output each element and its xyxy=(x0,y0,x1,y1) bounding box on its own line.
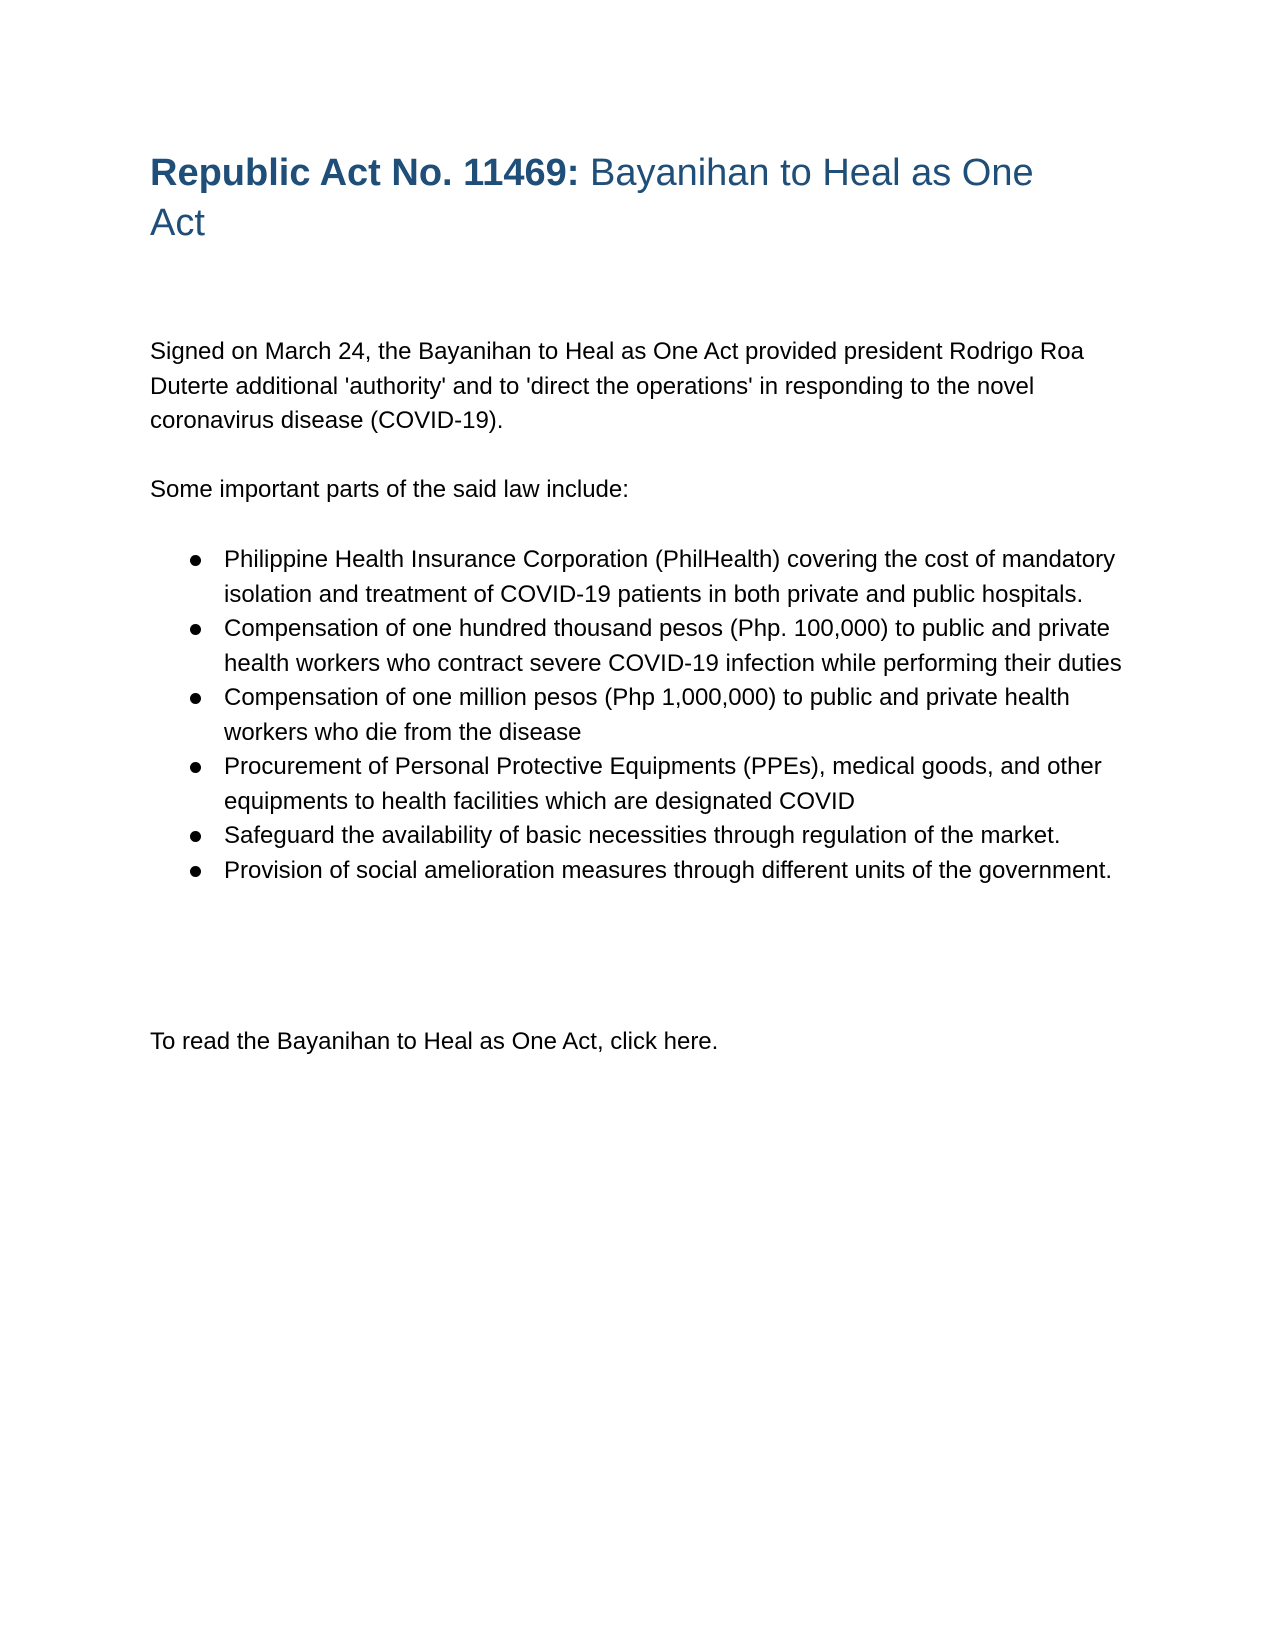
list-item xyxy=(150,750,1150,819)
list-item-text: Philippine Health Insurance Corporation (PhilHealth) covering the cost of mandatory isolation and treatment of COVID-19 patients in both private and public hospitals. xyxy=(224,546,1116,608)
bullet-icon xyxy=(190,831,201,842)
closing-paragraph xyxy=(150,1025,1140,1060)
list-item xyxy=(150,854,1150,889)
bullet-icon xyxy=(190,555,201,566)
title-act-number: Republic Act No. 11469: xyxy=(150,152,580,194)
bullet-icon xyxy=(190,624,201,635)
provisions-list xyxy=(150,543,1150,888)
read-act-link[interactable]: To read the Bayanihan to Heal as One Act, click here. xyxy=(150,1028,719,1055)
list-item xyxy=(150,819,1150,854)
list-item-text: Compensation of one hundred thousand pesos (Php. 100,000) to public and private health workers who contract severe COVID-19 infection while performing their duties xyxy=(224,615,1122,677)
bullet-icon xyxy=(190,866,201,877)
lead-in-paragraph: Some important parts of the said law include: xyxy=(150,476,629,503)
bullet-icon xyxy=(190,693,201,704)
list-item xyxy=(150,612,1150,681)
list-item-text: Compensation of one million pesos (Php 1,000,000) to public and private health workers who die from the disease xyxy=(224,684,1070,746)
title-act-name: Bayanihan to Heal as One Act xyxy=(150,152,1034,244)
page-title xyxy=(150,148,1070,248)
list-item xyxy=(150,681,1150,750)
list-item-text: Procurement of Personal Protective Equipments (PPEs), medical goods, and other equipments to health facilities which are designated COVID xyxy=(224,753,1102,815)
intro-paragraph: Signed on March 24, the Bayanihan to Heal as One Act provided president Rodrigo Roa Duterte additional 'authority' and to 'direct the operations' in responding to the novel coronavirus disease (COVID-19). xyxy=(150,338,1084,434)
bullet-icon xyxy=(190,762,201,773)
list-item-text: Provision of social amelioration measures through different units of the government. xyxy=(224,856,1113,884)
list-item xyxy=(150,543,1150,612)
list-item-text: Safeguard the availability of basic necessities through regulation of the market. xyxy=(224,822,1061,849)
